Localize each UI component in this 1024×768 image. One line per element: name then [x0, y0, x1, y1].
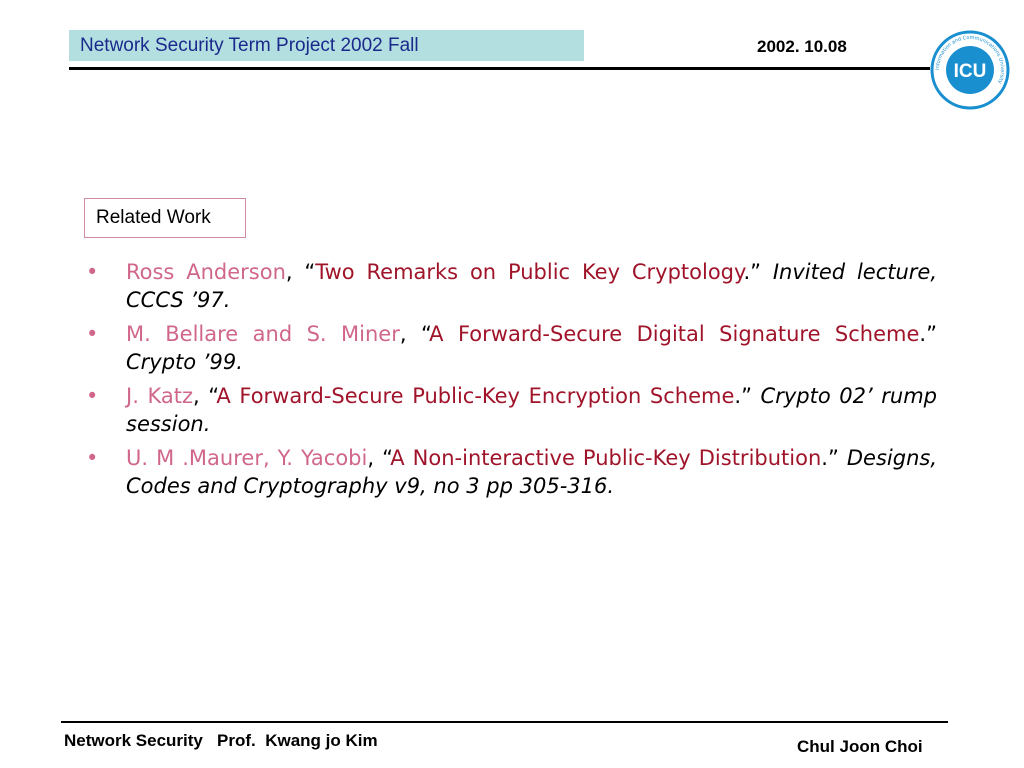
header-title-bar: [69, 30, 584, 61]
reference-venue: Crypto 02’ rump session.: [126, 384, 937, 436]
icu-logo: [930, 30, 1010, 110]
footer-divider: [61, 721, 948, 723]
reference-close-quote: .”: [821, 446, 847, 470]
reference-venue: Invited lecture, CCCS ’97.: [126, 260, 938, 312]
header-divider: [69, 67, 930, 70]
logo-text: ICU: [953, 61, 987, 82]
reference-title: A Forward-Secure Digital Signature Scheme: [429, 322, 920, 346]
reference-title: Two Remarks on Public Key Cryptology: [315, 260, 744, 284]
reference-item: [84, 258, 937, 314]
reference-close-quote: .”: [743, 260, 773, 284]
presentation-date: 2002. 10.08: [757, 37, 847, 56]
reference-open-quote: , “: [285, 260, 316, 284]
presentation-title: Network Security Term Project 2002 Fall: [80, 35, 419, 56]
reference-close-quote: .”: [734, 384, 761, 408]
bullet-icon: •: [86, 260, 99, 284]
reference-close-quote: .”: [919, 322, 937, 346]
reference-open-quote: , “: [192, 384, 217, 408]
reference-open-quote: , “: [399, 322, 430, 346]
logo-ring-text: Information and Communications University: [934, 34, 1006, 85]
reference-authors: J. Katz: [126, 384, 193, 408]
section-label: [84, 198, 246, 238]
section-label-text: Related Work: [96, 207, 211, 228]
reference-authors: M. Bellare and S. Miner: [126, 322, 400, 346]
reference-venue: Crypto ’99.: [126, 350, 243, 374]
bullet-icon: •: [86, 384, 99, 408]
bullet-icon: •: [86, 446, 99, 470]
reference-title: A Forward-Secure Public-Key Encryption Scheme: [216, 384, 735, 408]
reference-item: [84, 320, 937, 376]
reference-open-quote: , “: [367, 446, 391, 470]
bullet-icon: •: [86, 322, 99, 346]
reference-authors: Ross Anderson: [126, 260, 286, 284]
reference-title: A Non-interactive Public-Key Distribution: [390, 446, 822, 470]
reference-authors: U. M .Maurer, Y. Yacobi: [126, 446, 368, 470]
reference-venue: Designs, Codes and Cryptography v9, no 3 pp 305-316.: [126, 446, 938, 498]
footer-presenter: Chul Joon Choi: [797, 737, 923, 756]
reference-item: [84, 382, 937, 438]
footer-course-instructor: Network Security Prof. Kwang jo Kim: [64, 731, 378, 750]
reference-list: [84, 258, 937, 506]
reference-item: [84, 444, 937, 500]
